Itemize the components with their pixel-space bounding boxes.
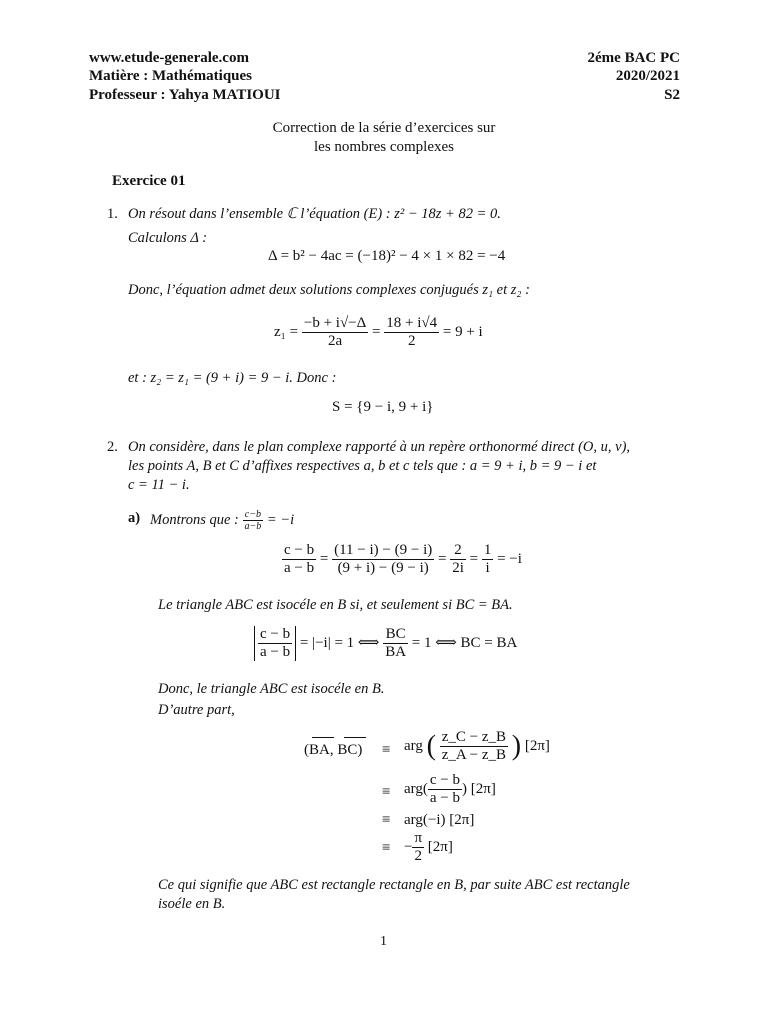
equiv-1: ≡ — [382, 742, 391, 758]
doc-title-line2: les nombres complexes — [314, 139, 454, 155]
pi-num: π — [414, 830, 423, 846]
arg-line-4: − $\frac{\pi}{2}$ [2π] — [404, 830, 453, 864]
angle-lhs — [304, 742, 362, 759]
z1-num1: −b + i√−Δ — [303, 315, 367, 331]
level-label: 2éme BAC PC — [587, 50, 680, 66]
ratio-frac-1 — [282, 542, 316, 577]
q1-number: 1. — [107, 206, 118, 222]
modulus-mid: = |−i| = 1 ⟺ — [299, 634, 380, 651]
final-conclusion-line2: isoéle en B. — [158, 896, 226, 912]
ratio-equation: $\frac{c - b}{a - b}$ = $\frac{(11 - i) - (9 - i)}{(9 + i) - (9 - i)}$ = $\frac{2}{2i}$ = $\frac{1}{i}$ = −i — [284, 542, 522, 576]
solution-set: S = {9 − i, 9 + i} — [332, 399, 434, 415]
ratio-frac-3 — [450, 542, 466, 577]
arg-line-3: arg(−i) [2π] — [404, 812, 475, 828]
z1-lhs: z₁ = — [274, 323, 299, 340]
angle-vectors: (BA, BC) — [304, 742, 363, 758]
equiv-4: ≡ — [382, 840, 391, 856]
q2-statement-line3: c = 11 − i. — [128, 477, 190, 493]
other-side-label: D’autre part, — [158, 702, 235, 718]
modulus-equation — [254, 626, 517, 661]
modulus-frac — [258, 626, 292, 661]
part-a-intro — [150, 509, 294, 532]
subject-label: Matière : Mathématiques — [89, 68, 253, 84]
modulus-num: c − b — [260, 626, 291, 642]
z1-den2: 2 — [384, 332, 439, 350]
arg-2-mod: [2π] — [470, 780, 496, 797]
ratio-num-1: c − b — [284, 542, 315, 558]
teacher-label: Professeur : Yahya MATIOUI — [89, 87, 281, 103]
z1-num2: 18 + i√4 — [386, 315, 438, 331]
part-a-intro-num: c−b — [244, 509, 261, 520]
z1-rhs: = 9 + i — [442, 323, 483, 340]
arg-1-frac — [440, 729, 508, 764]
equiv-3: ≡ — [382, 812, 391, 828]
z1-den1: 2a — [302, 332, 368, 350]
ratio-den-3: 2i — [452, 560, 464, 576]
doc-title-line1: Correction de la série d’exercices sur — [272, 120, 496, 136]
equiv-2: ≡ — [382, 784, 391, 800]
page-number: 1 — [380, 934, 387, 949]
z2-line: et : z₂ = z₁ = (9 + i) = 9 − i. Donc : — [128, 370, 337, 386]
z1-formula: z₁ = $\frac{-b + i√-\Delta}{2a}$ = $\frac{18 + i√4}{2}$ = 9 + i — [274, 315, 483, 349]
part-a-intro-den: a−b — [244, 521, 262, 532]
z1-fraction-2 — [384, 315, 439, 350]
bc-ba-frac — [383, 626, 408, 661]
part-a-intro-rhs: = −i — [266, 511, 295, 528]
ratio-frac-2 — [332, 542, 434, 577]
arg-2-frac — [428, 772, 462, 807]
ba-den: BA — [385, 644, 407, 660]
arg-1-label: arg — [404, 737, 423, 754]
part-a-label: a) — [128, 510, 141, 526]
site-url: www.etude-generale.com — [89, 50, 249, 66]
modulus-rhs: = 1 ⟺ BC = BA — [411, 634, 518, 651]
arg-4-mod: [2π] — [427, 838, 453, 855]
q1-statement: On résout dans l’ensemble ℂ l’équation (E) : z² − 18z + 82 = 0. — [128, 206, 501, 222]
part-a-intro-text: Montrons que : — [150, 511, 239, 528]
arg-line-1: arg ( $\frac{z\_C - z\_B}{z\_A - z\_B}$ ) [2π] — [404, 729, 550, 763]
ratio-den-2: (9 + i) − (9 − i) — [332, 559, 434, 577]
final-conclusion-line1: Ce qui signifie que ABC est rectangle rectangle en B, par suite ABC est rectangle — [158, 877, 630, 893]
modulus-den: a − b — [260, 644, 291, 660]
ratio-rhs: = −i — [497, 550, 522, 567]
arg-line-2: arg( $\frac{c - b}{a - b}$ ) [2π] — [404, 772, 496, 806]
q1-calc-label: Calculons Δ : — [128, 230, 208, 246]
part-a-intro-fraction — [243, 509, 264, 532]
ratio-den-4: i — [482, 559, 494, 577]
isosceles-conclusion: Donc, le triangle ABC est isocéle en B. — [158, 681, 385, 697]
year-label: 2020/2021 — [615, 68, 680, 84]
pi-over-2 — [412, 830, 424, 865]
q2-number: 2. — [107, 439, 118, 455]
q2-statement-line2: les points A, B et C d’affixes respectives a, b et c tels que : a = 9 + i, b = 9 − i et — [128, 458, 597, 474]
pi-den: 2 — [412, 847, 424, 865]
semester-label: S2 — [664, 87, 680, 103]
arg-1-num: z_C − z_B — [441, 729, 507, 745]
q2-statement-line1: On considère, dans le plan complexe rapporté à un repère orthonormé direct (O, u, v), — [128, 439, 631, 455]
bc-num: BC — [385, 626, 406, 642]
ratio-num-2: (11 − i) − (9 − i) — [334, 542, 433, 558]
isosceles-statement: Le triangle ABC est isocéle en B si, et seulement si BC = BA. — [158, 597, 513, 613]
exercise-heading: Exercice 01 — [112, 173, 186, 189]
arg-2-label: arg — [404, 780, 423, 797]
arg-1-mod: [2π] — [524, 737, 550, 754]
ratio-num-4: 1 — [483, 542, 492, 558]
delta-equation: Δ = b² − 4ac = (−18)² − 4 × 1 × 82 = −4 — [268, 248, 506, 264]
ratio-num-3: 2 — [454, 542, 462, 558]
ratio-den-1: a − b — [284, 560, 315, 576]
ratio-frac-4 — [482, 542, 494, 577]
arg-2-den: a − b — [429, 790, 461, 806]
arg-2-num: c − b — [429, 772, 461, 788]
q1-conclusion: Donc, l’équation admet deux solutions complexes conjugués z₁ et z₂ : — [128, 282, 530, 298]
arg-1-den: z_A − z_B — [441, 747, 507, 763]
z1-fraction-1 — [302, 315, 368, 350]
